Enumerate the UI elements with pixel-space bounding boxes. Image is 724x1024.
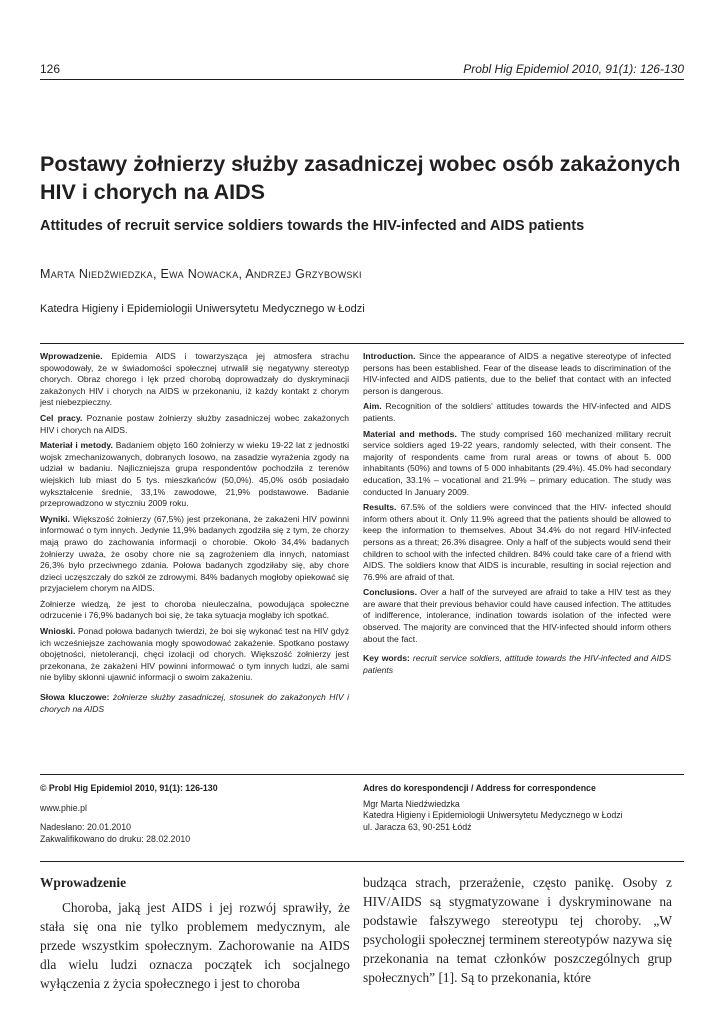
abstract-en-methods-label: Material and methods.: [363, 428, 457, 439]
body-paragraph-left: Choroba, jaką jest AIDS i jej rozwój sprawiły, że stała się ona nie tylko problemem medycznym, ale przede wszystkim społecznym. Zachorowanie na AIDS dla wielu ludzi oznacza początek ich socjalnego wyłączenia z życia społecznego i jest to choroba: [40, 900, 350, 991]
journal-reference: Probl Hig Epidemiol 2010, 91(1): 126-130: [463, 62, 684, 76]
abstract-en-aim-text: Recognition of the soldiers' attitudes towards the HIV-infected and AIDS patients.: [363, 401, 671, 423]
affiliation: Katedra Higieny i Epidemiologii Uniwersytetu Medycznego w Łodzi: [40, 303, 365, 315]
abstract-en-methods: [363, 429, 671, 499]
correspondence-dept: Katedra Higieny i Epidemiologii Uniwersytetu Medycznego w Łodzi: [363, 810, 623, 820]
section-heading: Wprowadzenie: [40, 875, 127, 890]
accepted-date: Zakwalifikowano do druku: 28.02.2010: [40, 833, 191, 844]
abstract-en-intro-text: Since the appearance of AIDS a negative stereotype of infected persons has been established. Fear of the disease leads to discrimination of the HIV-infected and AIDS patients, due to the belief that contact with an infected person is dangerous.: [363, 351, 671, 396]
abstract-en-intro: [363, 351, 671, 397]
correspondence-info: [363, 783, 673, 833]
page-number: 126: [40, 62, 61, 76]
abstract-pl-conclusions-label: Wnioski.: [40, 626, 76, 637]
correspondence-address: ul. Jaracza 63, 90-251 Łódź: [363, 821, 472, 832]
abstract-pl-methods-label: Materiał i metody.: [40, 440, 113, 451]
article-title-pl: Postawy żołnierzy służby zasadniczej wobec osób zakażonych HIV i chorych na AIDS: [40, 152, 681, 204]
abstract-pl-keywords: [40, 692, 349, 715]
journal-website-link[interactable]: www.phie.pl: [40, 802, 87, 813]
abstract-pl-aim-text: Poznanie postaw żołnierzy służby zasadniczej wobec zakażonych HIV i chorych na AIDS.: [40, 412, 349, 435]
abstract-pl-methods: [40, 440, 349, 510]
abstract-en-conclusions-label: Conclusions.: [363, 587, 417, 598]
header-rule: [40, 79, 684, 80]
abstract-en-results-text: 67.5% of the soldiers were convinced that the HIV- infected should inform others about it. Only 11.9% agreed that the patients should be allowed to keep the information to themselves. About 34.4% do not regard HIV-infected persons as a threat; 26.3% disagree. Only a half of the subjects would send their children to school with the infected children. 84% could take care of a friend with AIDS. The soldiers know that AIDS is incurable, resulting in social rejection and 76.9% are afraid of that.: [363, 502, 671, 582]
correspondence-heading: Adres do korespondencji / Address for correspondence: [363, 783, 596, 793]
body-paragraph-right: budząca strach, przerażenie, często panikę. Osoby z HIV/AIDS są stygmatyzowane i dyskryminowane na podstawie fałszywego stereotypu tej choroby. „W psychologii społecznej terminem stereotypów nazywa się przekonania na temat członków poszczególnych grup społecznych” [1]. Są to przekonania, które: [363, 875, 672, 985]
authors: Marta Niedźwiedzka, Ewa Nowacka, Andrzej Grzybowski: [40, 267, 362, 281]
abstract-en-conclusions: [363, 587, 671, 645]
abstract-en-aim: [363, 401, 671, 424]
abstract-bottom-rule: [40, 774, 684, 775]
publication-info: [40, 783, 340, 845]
abstract-pl-methods-text: Badaniem objęto 160 żołnierzy w wieku 19-22 lat z jednostki wojsk zmechanizowanych, dobranych losowo, na zasadzie wyrażenia zgody na udział w badaniu. Najliczniejsza grupa respondentów pochodziła z terenów wiejskich lub miast do 5 tys. mieszkańców (50,0%). 45,0% osób posiadało wykształcenie średnie, 33,1% zawodowe, 21,9% podstawowe. Badanie przeprowadzono w styczniu 2009 roku.: [40, 440, 350, 509]
submitted-date: Nadesłano: 20.01.2010: [40, 822, 131, 832]
abstract-pl-results-2: Żołnierze wiedzą, że jest to choroba nieuleczalna, powodująca społeczne odrzucenie i 76,9% badanych boi się, że taka sytuacja mogłaby ich spotkać.: [40, 598, 349, 621]
abstract-en-keywords-label: Key words:: [363, 653, 410, 664]
abstract-pl-intro-text: Epidemia AIDS i towarzysząca jej atmosfera strachu spowodowały, że w świadomości społecznej utrwalił się negatywny stereotyp chorych. Obraz chorego i lęk przed chorobą doprowadzały do dyskryminacji zakażonych HIV i chorych na AIDS w przekonaniu, iż każdy kontakt z chorym jest niebezpieczny.: [40, 351, 349, 408]
body-column-left: [40, 873, 350, 993]
abstract-pl-intro-label: Wprowadzenie.: [40, 351, 103, 361]
abstract-en-results: [363, 502, 671, 583]
copyright-line: © Probl Hig Epidemiol 2010, 91(1): 126-130: [40, 783, 218, 793]
abstract-pl-results-text: Większość żołnierzy (67,5%) jest przekonana, że zakażeni HIV powinni informować o tym innych. Jedynie 11,9% badanych zgodziła się z tym, że chorzy mają prawo do zachowania informacji o chorobie. Około 34,4% badanych żołnierzy uważa, że osoby chore nie są zagrożeniem dla innych, natomiast 26,3% było przeciwnego zdania. Połowa badanych zgodziłaby się, aby chore dzieci uczęszczały do szkół ze zdrowymi. 84% badanych mogłoby opiekować się przyjacielem chorym na AIDS.: [40, 513, 349, 594]
body-column-right: [363, 873, 672, 987]
abstract-pl-intro: [40, 351, 349, 409]
abstract-pl-results: [40, 514, 349, 595]
abstract-en-aim-label: Aim.: [363, 401, 382, 412]
abstract-pl-conclusions-text: Ponad połowa badanych twierdzi, że boi się wykonać test na HIV gdyż ich wcześniejsze zachowania mogły spowodować zakażenie. Spotkano postawy obojętności, nietolerancji, chęci izolacji od chorych. Większość żołnierzy jest przekonana, że zakażeni HIV powinni informować o tym innych ludzi, ale sami nie byliby skłonni ujawnić informacji o swoim zakażeniu.: [40, 626, 349, 683]
abstract-en-keywords: [363, 653, 671, 676]
abstract-en-methods-text: The study comprised 160 mechanized military recruit service soldiers aged 19-22 years, randomly selected, with their consent. The majority of respondents came from rural areas or towns of about 5. 000 inhabitants (50%) and towns of 5 000 inhabitants (29.4%). 45.0% had secondary education, 33.1% – vocational and 21.9% – primary education. The study was conducted In January 2009.: [363, 428, 671, 497]
abstract-top-rule: [40, 343, 684, 344]
abstract-en-intro-label: Introduction.: [363, 351, 416, 361]
correspondence-name: Mgr Marta Niedźwiedzka: [363, 798, 460, 809]
abstract-pl-aim-label: Cel pracy.: [40, 412, 83, 423]
abstract-polish: [40, 351, 349, 719]
abstract-pl-aim: [40, 413, 349, 436]
abstract-pl-keywords-label: Słowa kluczowe:: [40, 692, 110, 703]
abstract-pl-conclusions: [40, 626, 349, 684]
abstract-pl-keywords-text: żołnierze służby zasadniczej, stosunek do zakażonych HIV i chorych na AIDS: [40, 692, 349, 714]
article-title-en: Attitudes of recruit service soldiers towards the HIV-infected and AIDS patients: [40, 218, 585, 234]
abstract-english: [363, 351, 671, 680]
abstract-en-conclusions-text: Over a half of the surveyed are afraid to take a HIV test as they are aware that their previous behavior could have caused infection. The attitudes of indifference, intolerance, indination towards isolation of the infected were observed. The majority are convinced that the HIV-infected should inform others about the fact.: [363, 587, 671, 644]
abstract-en-keywords-text: recruit service soldiers, attitude towards the HIV-infected and AIDS patients: [363, 653, 671, 675]
body-top-rule: [40, 861, 684, 862]
abstract-pl-results-label: Wyniki.: [40, 513, 70, 524]
abstract-en-results-label: Results.: [363, 502, 397, 513]
